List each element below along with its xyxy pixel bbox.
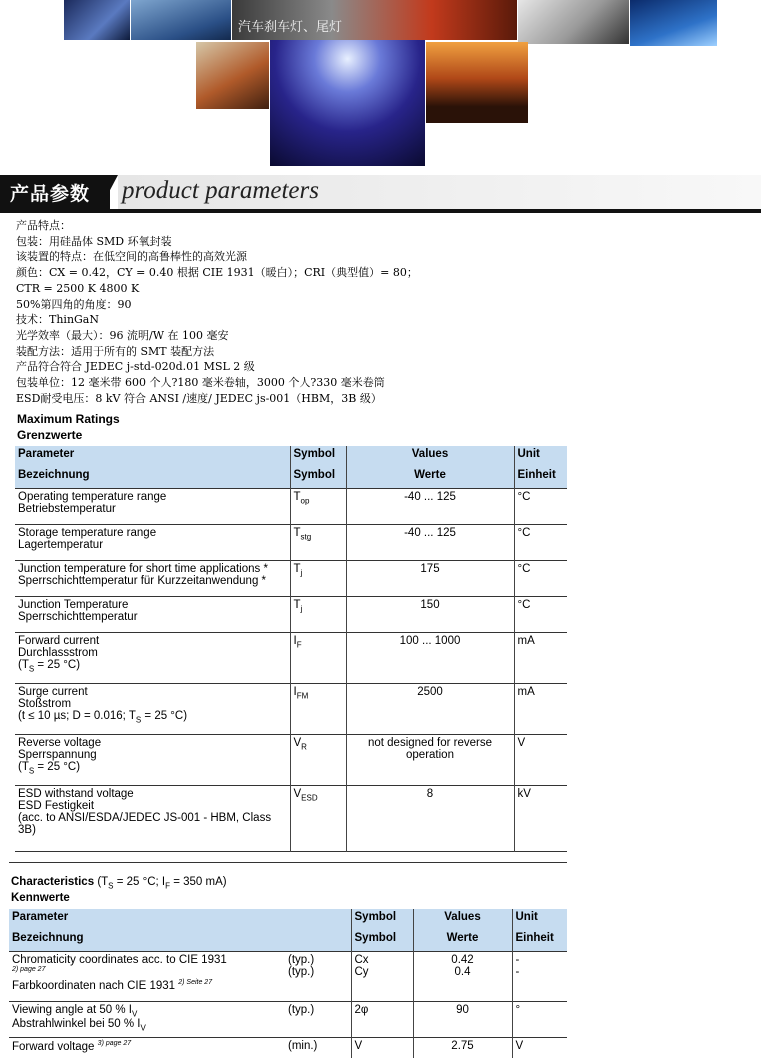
symbol: V: [293, 788, 302, 800]
banner-photo-lights: [64, 0, 130, 40]
characteristics-title: Characteristics ($T_S = 25$ °C; $I_F = 350$ mA): [11, 876, 227, 891]
header-parameter: Parameter: [15, 446, 290, 467]
param-en: Surge current: [18, 686, 88, 698]
param-en: Junction Temperature: [18, 599, 129, 611]
value: 0.42: [451, 954, 474, 966]
param-de: Stoßstrom: [18, 698, 72, 710]
param-en: Storage temperature range: [18, 527, 157, 539]
value: 2.75: [413, 1038, 512, 1058]
param-de: Sperrspannung: [18, 749, 97, 761]
symbol-sub: FM: [296, 691, 309, 701]
table-row: [15, 525, 567, 561]
banner-caption: 汽车刹车灯、尾灯: [238, 20, 343, 35]
param-de: Durchlassstrom: [18, 647, 98, 659]
max-ratings-subtitle: Grenzwerte: [17, 428, 83, 442]
feature-line: 产品符合符合 JEDEC j-std-020d.01 MSL 2 级: [16, 360, 255, 374]
param-condition: (acc. to ANSI/ESDA/JEDEC JS-001 - HBM, Class 3B): [18, 812, 272, 836]
param-en: ESD withstand voltage: [18, 788, 134, 800]
typ-label: (typ.): [288, 1004, 315, 1016]
param-de: Sperrschichttemperatur für Kurzzeitanwendung *: [18, 575, 267, 587]
param-condition: ($T_S = 25$ °C): [18, 659, 81, 674]
value: 8: [346, 786, 514, 852]
symbol-sub: ESD: [301, 793, 318, 803]
symbol: I: [293, 635, 297, 647]
table-header-row-de: [15, 467, 567, 489]
unit: mA: [514, 684, 567, 735]
param-en: Junction temperature for short time applications *: [18, 563, 268, 575]
param-de: Lagertemperatur: [18, 539, 104, 551]
unit: -: [515, 966, 520, 978]
section-header: [0, 175, 761, 213]
table-header-row: [15, 446, 567, 467]
feature-line: 50%第四角的角度：90: [16, 297, 132, 311]
header-values-de: Werte: [413, 930, 512, 952]
param-en: Chromaticity coordinates acc. to CIE 1931: [12, 954, 227, 966]
feature-line: 装配方法：适用于所有的 SMT 装配方法: [16, 344, 215, 358]
table-row: [15, 786, 567, 852]
param-ref: 2) page 27: [12, 966, 46, 973]
param-de: Sperrschichttemperatur: [18, 611, 138, 623]
header-symbol-de: Symbol: [351, 930, 413, 952]
characteristics-subtitle: Kennwerte: [11, 892, 70, 904]
table-row: [15, 633, 567, 684]
header-symbol: Symbol: [351, 909, 413, 930]
feature-line: CTR = 2500 K 4800 K: [16, 281, 140, 295]
symbol: 2φ: [351, 1002, 413, 1038]
feature-line: ESD耐受电压：8 kV 符合 ANSI /速度/ JEDEC js-001（HBM，3B 级）: [16, 391, 382, 405]
header-parameter-de: Bezeichnung: [15, 467, 290, 489]
symbol: T: [293, 599, 301, 611]
max-ratings-title: Maximum Ratings: [17, 412, 120, 426]
unit: °C: [514, 561, 567, 597]
value: not designed for reverse operation: [346, 735, 514, 786]
banner-photo-concert: [270, 40, 425, 166]
value: 100 ... 1000: [346, 633, 514, 684]
header-unit: Unit: [514, 446, 567, 467]
param-en: Forward current: [18, 635, 100, 647]
feature-line: 技术：ThinGaN: [16, 313, 99, 327]
max-ratings-table: [15, 446, 567, 852]
section-title-cn: 产品参数: [10, 183, 91, 205]
characteristics-table: [9, 909, 567, 1058]
symbol: T: [293, 491, 301, 503]
unit: V: [512, 1038, 567, 1058]
divider: [9, 862, 567, 863]
banner-photo-city-traffic: [426, 42, 528, 123]
param-en: Viewing angle at 50 % $I_V$: [12, 1004, 138, 1019]
header-values: Values: [413, 909, 512, 930]
symbol: Cy: [354, 966, 369, 978]
value: 2500: [346, 684, 514, 735]
banner-photo-sportscar: [518, 0, 629, 44]
symbol: T: [293, 563, 301, 575]
unit: °: [512, 1002, 567, 1038]
typ-label: (typ.): [288, 954, 315, 966]
symbol-sub: R: [301, 742, 307, 752]
param-en: Forward voltage $^{3) page 27}$: [12, 1040, 132, 1053]
table-row: [9, 952, 567, 1002]
banner-photo-truck: [196, 42, 269, 109]
table-row: [15, 735, 567, 786]
param-condition: ($T_S = 25$ °C): [18, 761, 81, 776]
value: 90: [413, 1002, 512, 1038]
value: 150: [346, 597, 514, 633]
header-unit: Unit: [512, 909, 567, 930]
param-de: Abstrahlwinkel bei 50 % $I_V$: [12, 1018, 146, 1033]
unit: °C: [514, 597, 567, 633]
header-unit-de: Einheit: [514, 467, 567, 489]
header-values: Values: [346, 446, 514, 467]
unit: °C: [514, 489, 567, 525]
param-condition: (t ≤ 10 µs; D = 0.016; $T_S = 25$ °C): [18, 710, 188, 725]
symbol: T: [293, 527, 301, 539]
feature-line: 产品特点：: [16, 219, 71, 232]
param-de: Betriebstemperatur: [18, 503, 116, 515]
feature-line: 光学效率（最大）：96 流明/W 在 100 毫安: [16, 328, 229, 342]
symbol-sub: stg: [300, 532, 312, 542]
header-parameter: Parameter: [9, 909, 351, 930]
param-en: Reverse voltage: [18, 737, 102, 749]
table-header-row: [9, 909, 567, 930]
banner-photo-spotlight: [131, 0, 231, 40]
unit: kV: [514, 786, 567, 852]
header-parameter-de: Bezeichnung: [9, 930, 351, 952]
value: -40 ... 125: [346, 525, 514, 561]
param-en: Operating temperature range: [18, 491, 167, 503]
symbol-sub: op: [300, 496, 310, 506]
unit: °C: [514, 525, 567, 561]
value: 175: [346, 561, 514, 597]
unit: -: [515, 954, 520, 966]
table-row: [15, 561, 567, 597]
product-features: [16, 218, 418, 406]
symbol: V: [293, 737, 302, 749]
typ-label: (typ.): [288, 966, 315, 978]
header-symbol-de: Symbol: [290, 467, 346, 489]
param-de: Farbkoordinaten nach CIE 1931 $^{2) Seite 27}$: [12, 978, 213, 992]
table-header-row-de: [9, 930, 567, 952]
table-row: [15, 684, 567, 735]
param-de: ESD Festigkeit: [18, 800, 95, 812]
typ-label: (min.): [288, 1040, 318, 1052]
feature-line: 该装置的特点：在低空间的高鲁棒性的高效光源: [16, 250, 247, 264]
section-title-en: product parameters: [122, 177, 319, 204]
header-unit-de: Einheit: [512, 930, 567, 952]
value: 0.4: [454, 966, 471, 978]
header-values-de: Werte: [346, 467, 514, 489]
table-row: [15, 489, 567, 525]
symbol: I: [293, 686, 297, 698]
header-symbol: Symbol: [290, 446, 346, 467]
table-row: [15, 597, 567, 633]
symbol: Cx: [354, 954, 369, 966]
symbol-sub: F: [296, 640, 302, 650]
symbol-sub: j: [300, 568, 303, 578]
symbol: V: [351, 1038, 413, 1058]
feature-line: 颜色：CX = 0.42，CY = 0.40 根据 CIE 1931（暖白）；CRI（典型值）= 80；: [16, 266, 418, 280]
value: -40 ... 125: [346, 489, 514, 525]
feature-line: 包装：用硅晶体 SMD 环氧封装: [16, 234, 172, 248]
unit: mA: [514, 633, 567, 684]
unit: V: [514, 735, 567, 786]
banner-photo-car-taillight: [232, 0, 517, 40]
symbol-sub: j: [300, 604, 303, 614]
table-row: [9, 1002, 567, 1038]
banner-photo-tunnel: [630, 0, 717, 46]
feature-line: 包装单位：12 毫米带 600 个人?180 毫米卷轴，3000 个人?330 毫米卷筒: [16, 376, 385, 390]
